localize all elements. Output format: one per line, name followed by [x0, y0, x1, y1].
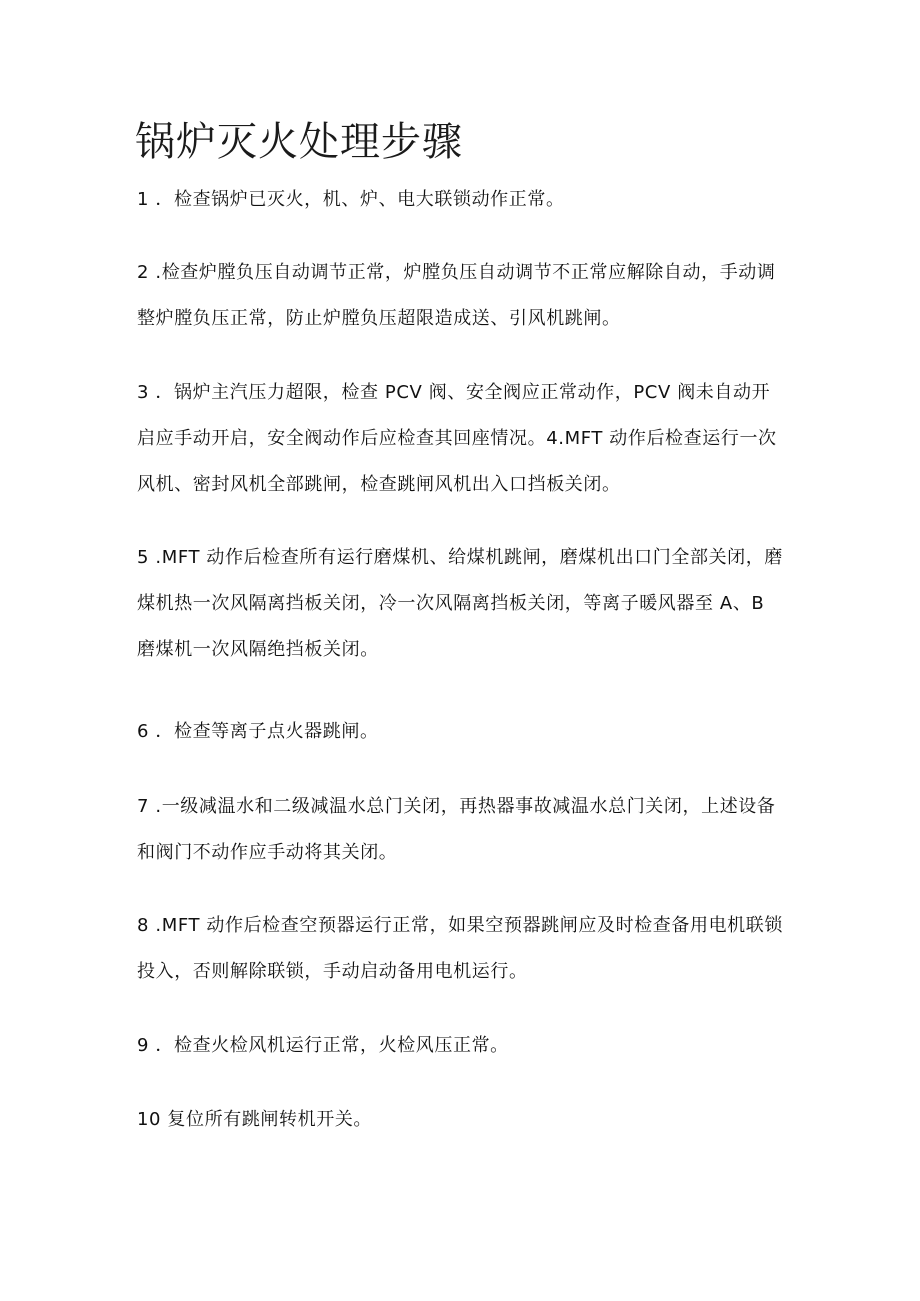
step-1-paragraph: 1 ．检查锅炉已灭火，机、炉、电大联锁动作正常。 — [137, 189, 565, 210]
step-2-paragraph: 2 .检查炉膛负压自动调节正常，炉膛负压自动调节不正常应解除自动，手动调整炉膛负压正常，防止炉膛负压超限造成送、引风机跳闸。 — [137, 262, 776, 329]
step-5-paragraph: 5 .MFT 动作后检查所有运行磨煤机、给煤机跳闸，磨煤机出口门全部关闭，磨煤机热一次风隔离挡板关闭，冷一次风隔离挡板关闭，等离子暖风器至 A、B 磨煤机一次风隔绝挡板关闭。 — [137, 547, 783, 660]
page-title: 锅炉灭火处理步骤 — [135, 119, 463, 165]
step-10-paragraph: 10 复位所有跳闸转机开关。 — [137, 1109, 373, 1130]
step-3-paragraph: 3 ．锅炉主汽压力超限，检查 PCV 阀、安全阀应正常动作，PCV 阀未自动开启应手动开启，安全阀动作后应检查其回座情况。4.MFT 动作后检查运行一次风机、密封风机全部跳闸，检查跳闸风机出入口挡板关闭。 — [137, 382, 777, 495]
step-6-paragraph: 6 ．检查等离子点火器跳闸。 — [137, 721, 379, 742]
step-9-paragraph: 9 ．检查火检风机运行正常，火检风压正常。 — [137, 1035, 509, 1056]
step-7-paragraph: 7 .一级减温水和二级减温水总门关闭，再热器事故减温水总门关闭，上述设备和阀门不动作应手动将其关闭。 — [137, 796, 776, 863]
step-8-paragraph: 8 .MFT 动作后检查空预器运行正常，如果空预器跳闸应及时检查备用电机联锁投入，否则解除联锁，手动启动备用电机运行。 — [137, 915, 783, 982]
